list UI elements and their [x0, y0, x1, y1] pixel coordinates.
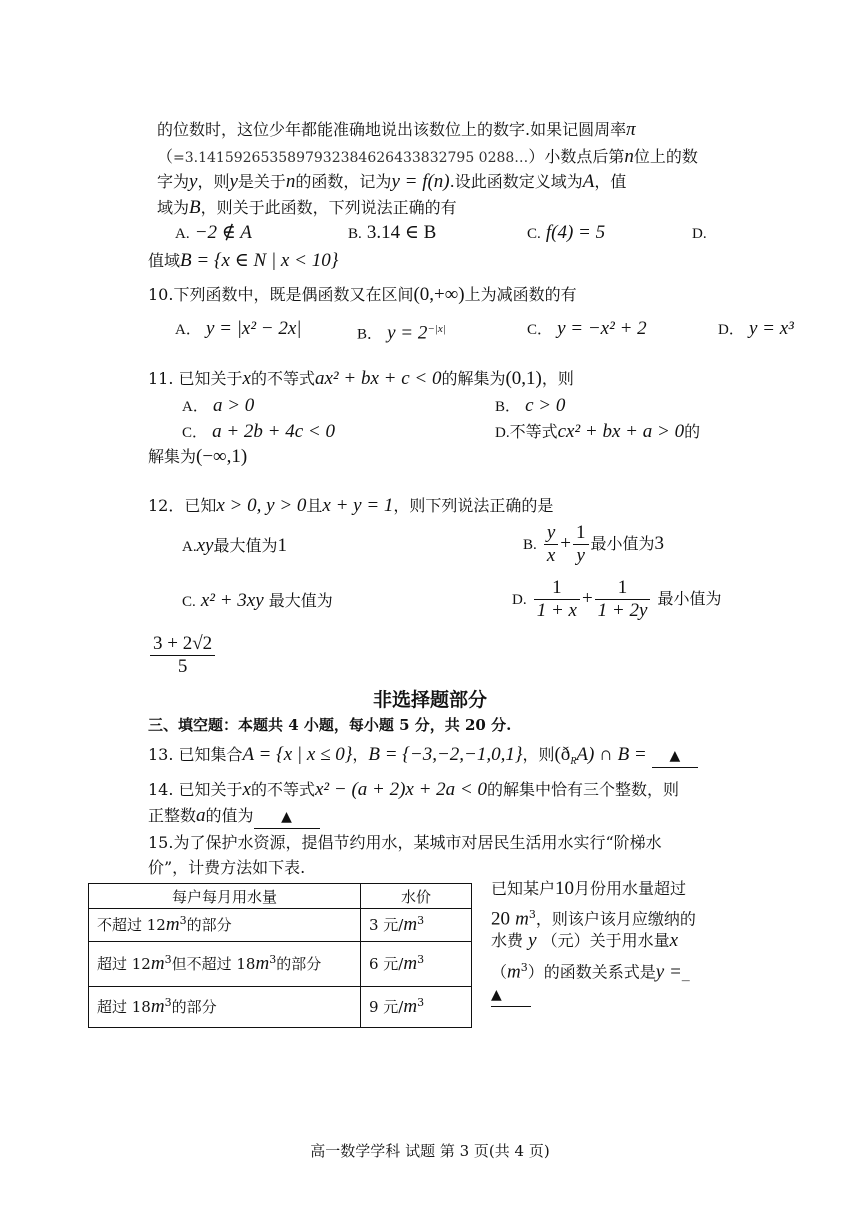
q11-option-c: C． a + 2b + 4c < 0: [182, 421, 336, 442]
part2-title: 非选择题部分: [372, 689, 487, 711]
table-row: 超过 $12m^3$但不超过 $18m^3$的部分 6 元$/m^3$: [89, 942, 472, 987]
q10-option-c: C． y = −x² + 2: [527, 318, 647, 339]
q13-answer-blank: ▲: [652, 744, 698, 768]
q9-option-d: D.: [692, 226, 707, 242]
q11-option-a: A． a > 0: [182, 395, 255, 416]
q12-option-a: A.xy最大值为1: [182, 535, 287, 556]
q11-stem: 11. 已知关于x的不等式ax² + bx + c < 0的解集为(0,1)，则: [148, 368, 574, 389]
q12-option-b: B. $\frac{y}{x}$ + $\frac{1}{y}$ 最小值为3: [523, 522, 665, 566]
q15-side-line1: 已知某户10月份用水量超过: [491, 878, 687, 899]
q14-line1: 14. 已知关于x的不等式x² − (a + 2)x + 2a < 0的解集中恰有三个整数，则: [148, 779, 680, 800]
table-header-price: 水价: [361, 884, 472, 909]
q12-option-d: D. $\frac{1}{1 + x}$ + $\frac{1}{1 + 2y}$ 最小值为: [512, 577, 722, 621]
q11-option-d-cont: 解集为(−∞,1): [148, 446, 248, 467]
q10-option-d: D． y = x³: [718, 318, 794, 339]
table-header-row: [89, 884, 472, 909]
q9-option-c: C. f(4) = 5: [527, 222, 606, 243]
q15-line2: 价”，计费方法如下表.: [148, 858, 306, 877]
q15-answer-blank: ▲: [491, 983, 531, 1007]
q11-option-b: B． c > 0: [495, 395, 566, 416]
q13-line: 13. 已知集合A = {x | x ≤ 0}，B = {−3,−2,−1,0,1}，则$(ð_RA)$ ∩ B = ▲: [148, 744, 698, 773]
q12-stem: 12．已知x > 0, y > 0且x + y = 1，则下列说法正确的是: [148, 495, 554, 516]
q9-line4: 域为B，则关于此函数，下列说法正确的有: [157, 197, 457, 218]
water-price-table: [88, 883, 472, 1028]
q15-line1: 15.为了保护水资源，提倡节约用水，某城市对居民生活用水实行“阶梯水: [148, 833, 662, 852]
q9-line3: 字为y，则y是关于n的函数，记为y = f(n).设此函数定义域为A，值: [157, 171, 627, 192]
page-footer: 高一数学学科 试题 第 3 页(共 4 页): [310, 1142, 550, 1160]
q10-option-a: A． y = |x² − 2x|: [175, 318, 302, 339]
q15-side-line3: 水费 y （元）关于用水量x: [491, 930, 679, 951]
table-row: 超过 $18m^3$的部分 9 元$/m^3$: [89, 987, 472, 1028]
q10-option-b: B． $y = 2^{-|x|}$: [357, 322, 446, 344]
q15-side-line2: 20 $m^3$，则该户该月应缴纳的: [491, 908, 696, 930]
q10-stem: 10.下列函数中，既是偶函数又在区间(0,+∞)上为减函数的有: [148, 284, 577, 305]
section3-heading: 三、填空题：本题共 4 小题，每小题 5 分，共 20 分.: [148, 716, 512, 734]
q15-side-line4: $(m^3)$的函数关系式是y =_: [491, 961, 690, 983]
q9-option-d-cont: 值域B = {x ∈ N | x < 10}: [148, 250, 339, 271]
q15-side-line5: [491, 983, 531, 1007]
table-row: 不超过 $12m^3$的部分 3 元$/m^3$: [89, 909, 472, 942]
table-header-usage: 每户每月用水量: [89, 884, 361, 909]
q12-option-c: C. x² + 3xy 最大值为: [182, 590, 333, 611]
q9-line1: 的位数时，这位少年都能准确地说出该数位上的数字.如果记圆周率π: [157, 119, 636, 140]
q9-option-a: A. −2 ∉ A: [175, 222, 252, 243]
q11-option-d: D.不等式cx² + bx + a > 0的: [495, 421, 701, 442]
q9-option-b: B. 3.14 ∈ B: [348, 222, 437, 243]
q14-line2: 正整数a的值为 ▲: [148, 805, 320, 829]
q14-answer-blank: ▲: [254, 805, 320, 829]
q9-line2: （=3.1415926535897932384626433832795 0288…）小数点后第n位上的数: [157, 146, 698, 167]
q12-c-value: $\frac{3 + 2√2}{5}$: [148, 633, 217, 678]
